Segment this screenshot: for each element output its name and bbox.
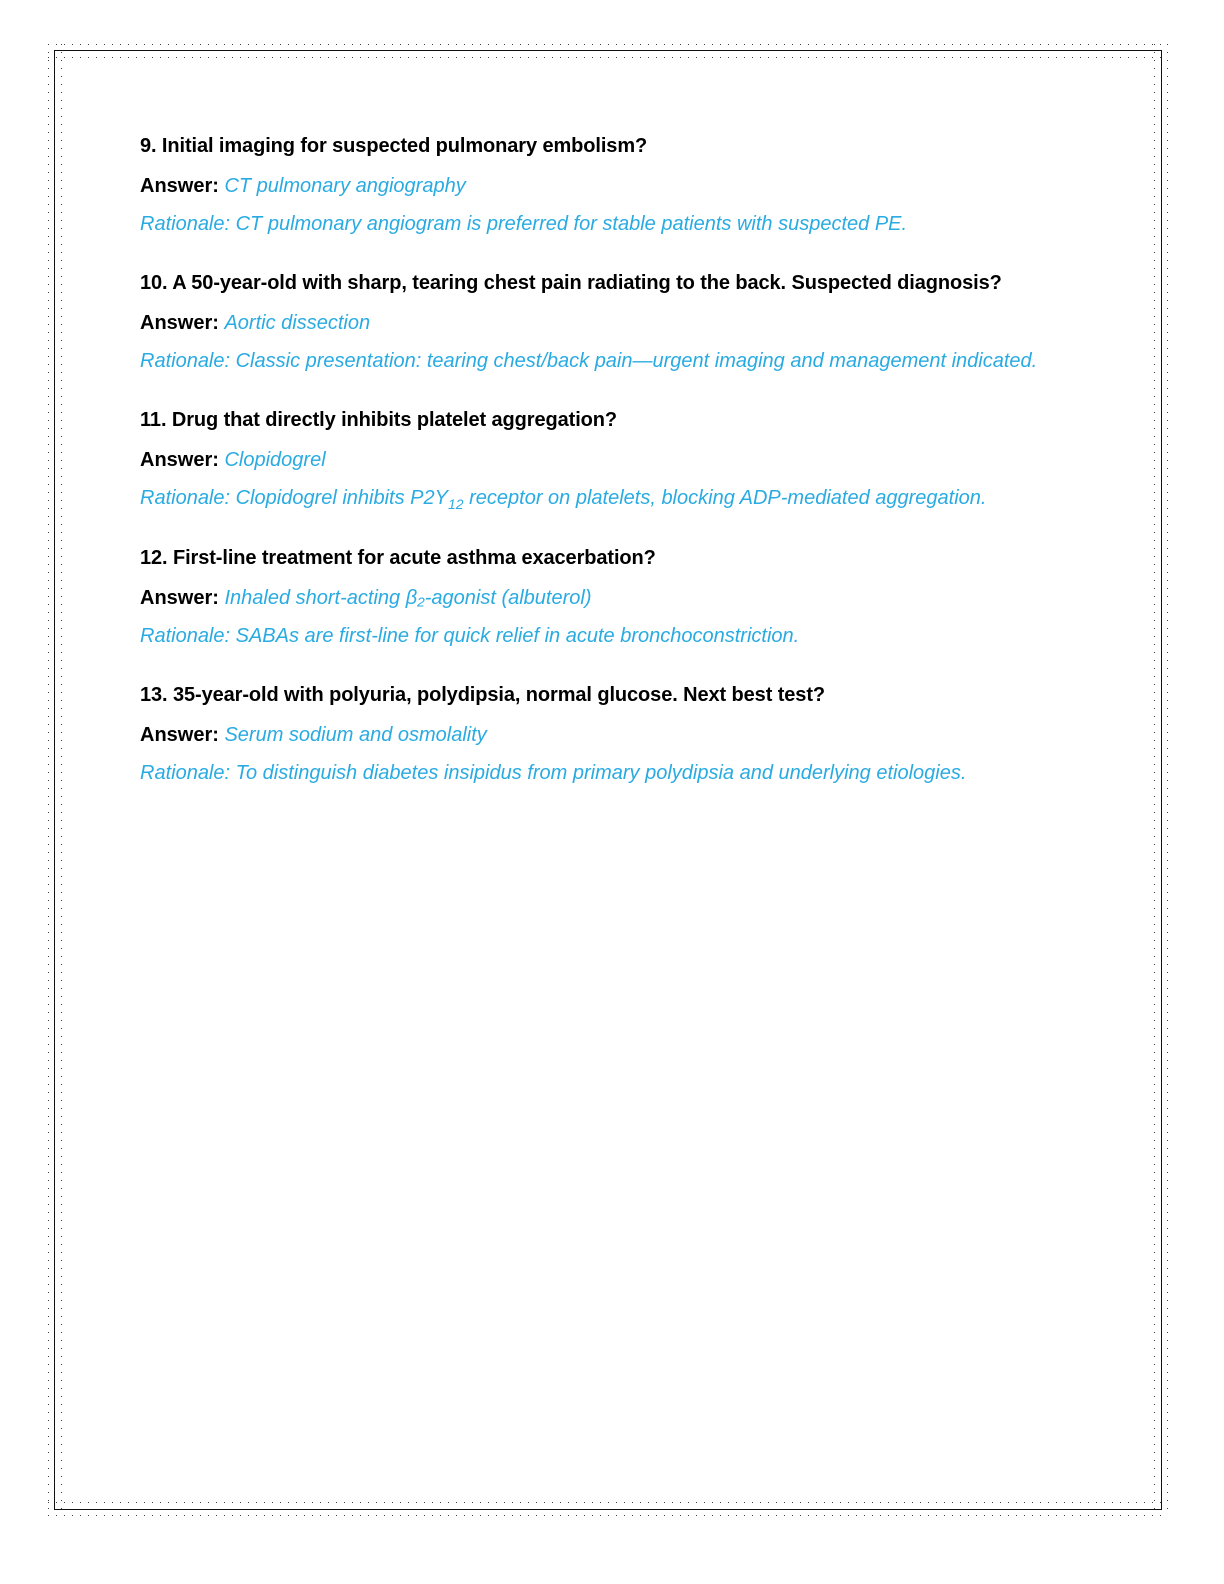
qa-item <box>140 681 1072 792</box>
qa-item <box>140 544 1072 655</box>
rationale-suffix: receptor on platelets, blocking ADP-mediated aggregation. <box>463 487 987 509</box>
qa-item <box>140 269 1072 380</box>
answer-label: Answer: <box>140 175 219 197</box>
answer-line <box>140 716 1072 754</box>
answer-line <box>140 167 1072 205</box>
qa-item <box>140 132 1072 243</box>
question-text: 10. A 50-year-old with sharp, tearing chest pain radiating to the back. Suspected diagnosis? <box>140 272 1002 294</box>
border-edge-left <box>48 44 62 1516</box>
question-text: 13. 35-year-old with polyuria, polydipsia, normal glucose. Next best test? <box>140 683 825 706</box>
rationale-text: Rationale: CT pulmonary angiogram is preferred for stable patients with suspected PE. <box>140 213 908 235</box>
qa-item <box>140 406 1072 518</box>
answer-text: Inhaled short-acting β₂-agonist (albuterol) <box>224 586 592 609</box>
answer-label: Answer: <box>140 312 219 334</box>
border-line-left <box>54 50 55 1510</box>
document-content <box>140 132 1072 792</box>
rationale-text: Rationale: To distinguish diabetes insipidus from primary polydipsia and underlying etiologies. <box>140 761 967 784</box>
answer-line <box>140 579 1072 617</box>
answer-label: Answer: <box>140 449 219 471</box>
border-line-bottom <box>54 1509 1162 1510</box>
question-text: 11. Drug that directly inhibits platelet aggregation? <box>140 409 617 431</box>
answer-line <box>140 304 1072 342</box>
question-text: 12. First-line treatment for acute asthma exacerbation? <box>140 546 656 569</box>
border-line-top <box>54 50 1162 51</box>
rationale-text: Rationale: SABAs are first-line for quick relief in acute bronchoconstriction. <box>140 624 800 647</box>
answer-text: Serum sodium and osmolality <box>224 723 487 746</box>
question-text: 9. Initial imaging for suspected pulmonary embolism? <box>140 135 648 157</box>
rationale-text: Rationale: Classic presentation: tearing chest/back pain—urgent imaging and management indicated. <box>140 350 1038 372</box>
rationale-text <box>140 479 1072 518</box>
answer-label: Answer: <box>140 723 219 746</box>
border-line-right <box>1161 50 1162 1510</box>
answer-text: CT pulmonary angiography <box>224 175 466 197</box>
border-edge-right <box>1154 44 1168 1516</box>
rationale-prefix: Rationale: Clopidogrel inhibits P2Y <box>140 487 448 509</box>
rationale-subscript: 12 <box>447 496 464 512</box>
answer-text: Clopidogrel <box>224 449 326 471</box>
border-edge-bottom <box>48 1502 1168 1516</box>
border-edge-top <box>48 44 1168 58</box>
answer-label: Answer: <box>140 586 219 609</box>
answer-text: Aortic dissection <box>224 312 371 334</box>
answer-line <box>140 441 1072 479</box>
